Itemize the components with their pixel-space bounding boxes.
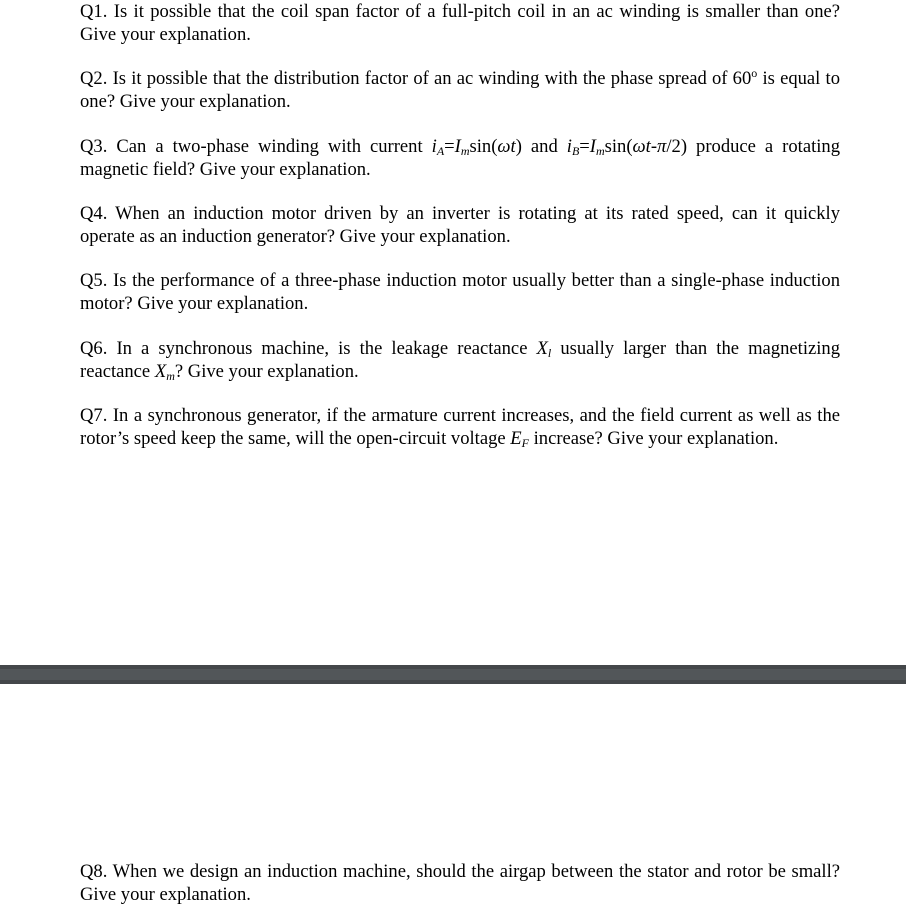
question-text: increase? Give your explanation. [528,428,779,449]
math-subscript: l [547,346,552,360]
question-text: ) and [515,136,567,157]
question-q1 [80,0,840,46]
math-subscript: A [436,144,445,158]
math-op: = [444,136,455,157]
question-q6 [80,337,840,383]
math-var: π [657,136,667,157]
degree-superscript: o [751,66,758,80]
math-var: ωt [632,136,651,157]
math-var: i [431,136,437,157]
question-text: Q2. Is it possible that the distribution factor of an ac winding with the phase spread of 60 [80,68,752,89]
question-q5 [80,269,840,315]
question-q7 [80,404,840,450]
math-var: X [154,361,167,382]
question-text: Q5. Is the performance of a three-phase induction motor usually better than a single-phase induction motor? Give your explanation. [80,270,840,314]
page-2 [0,684,906,915]
question-text: Q4. When an induction motor driven by an inverter is rotating at its rated speed, can it quickly operate as an induction generator? Give your explanation. [80,203,840,247]
math-var: ωt [497,136,516,157]
page-separator [0,665,906,684]
question-q8 [80,860,840,906]
question-text: Q8. When we design an induction machine, should the airgap between the stator and rotor be small? Give your explanation. [80,861,840,905]
math-subscript: m [460,144,470,158]
question-text: Q7. In a synchronous generator, if the armature current increases, and the field current as well as the rotor’s speed keep the same, will the open-circuit voltage [80,405,840,449]
question-text: Q1. Is it possible that the coil span factor of a full-pitch coil in an ac winding is smaller than one? Give your explanation. [80,1,840,45]
math-var: E [510,428,522,449]
question-text: is equal to one? Give your explanation. [80,68,840,112]
separator-edge [0,665,906,669]
question-q2 [80,67,840,113]
math-subscript: F [521,436,529,450]
question-text: /2) produce a rotating magnetic field? Give your explanation. [80,136,840,180]
math-var: I [454,136,461,157]
question-q4 [80,202,840,248]
question-text: Q3. Can a two-phase winding with current [80,136,432,157]
math-var: X [536,338,548,359]
question-text: Q6. In a synchronous machine, is the leakage reactance [80,338,537,359]
math-var: I [589,136,596,157]
math-fn: sin( [604,136,633,157]
question-text: ? Give your explanation. [174,361,359,382]
math-subscript: B [571,144,580,158]
math-fn: sin( [469,136,498,157]
question-q3 [80,135,840,181]
math-subscript: m [595,144,605,158]
math-var: i [566,136,572,157]
question-text: usually larger than the magnetizing reactance [80,338,840,382]
math-subscript: m [166,369,175,383]
math-op: - [650,136,658,157]
math-op: = [579,136,590,157]
